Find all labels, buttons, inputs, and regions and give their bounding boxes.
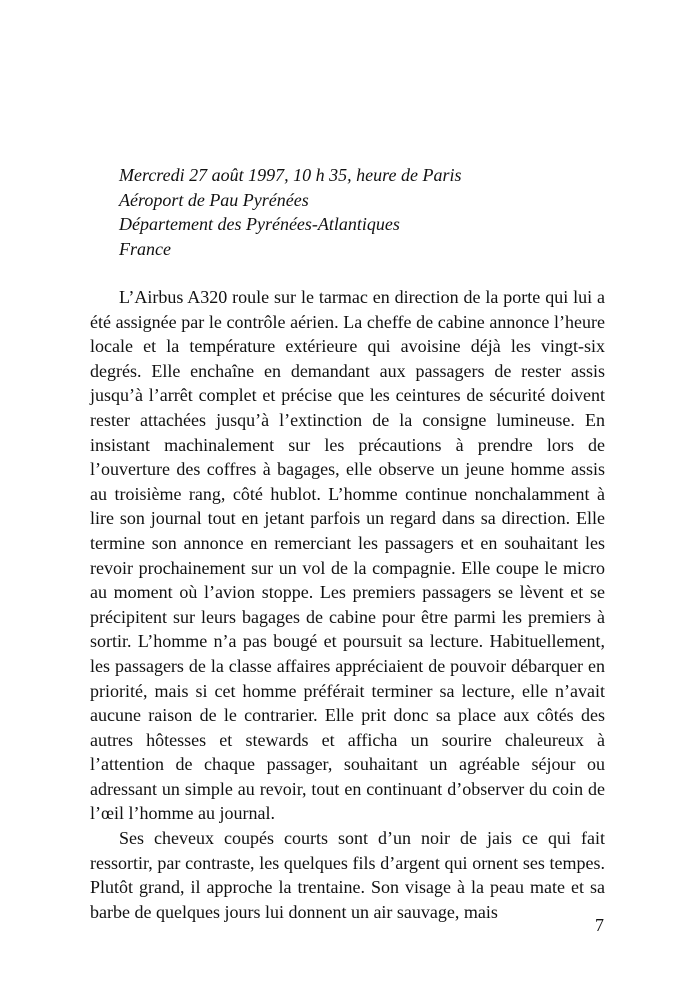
heading-date-line: Mercredi 27 août 1997, 10 h 35, heure de Paris — [119, 165, 462, 185]
heading-department-line: Département des Pyrénées-Atlantiques — [119, 214, 400, 234]
chapter-heading — [119, 163, 461, 261]
heading-airport-line: Aéroport de Pau Pyrénées — [119, 189, 309, 210]
page-number: 7 — [595, 915, 604, 935]
body-text — [90, 285, 605, 924]
paragraph: Ses cheveux coupés courts sont d’un noir de jais ce qui fait ressortir, par contraste, les quelques fils d’argent qui ornent ses tempes. Plutôt grand, il approche la trentaine. Son visage à la peau mate et sa barbe de quelques jours lui donnent un air sauvage, mais — [90, 828, 605, 922]
heading-country-line: France — [119, 238, 171, 259]
paragraph: L’Airbus A320 roule sur le tarmac en direction de la porte qui lui a été assignée par le contrôle aérien. La cheffe de cabine annonce l’heure locale et la température extérieure qui avoisine déjà les vingt-six degrés. Elle enchaîne en demandant aux passagers de rester assis jusqu’à l’arrêt complet et précise que les ceintures de sécurité doivent rester attachées jusqu’à l’extinction de la consigne lumineuse. En insistant machinalement sur les précautions à prendre lors de l’ouverture des coffres à bagages, elle observe un jeune homme assis au troisième rang, côté hublot. L’homme continue nonchalamment à lire son journal tout en jetant parfois un regard dans sa direction. Elle termine son annonce en remerciant les passagers et en souhaitant les revoir prochainement sur un vol de la compagnie. Elle coupe le micro au moment où l’avion stoppe. Les premiers passagers se lèvent et se précipitent sur leurs bagages de cabine pour être parmi les premiers à sortir. L’homme n’a pas bougé et poursuit sa lecture. Habituellement, les passagers de la classe affaires appréciaient de pouvoir débarquer en priorité, mais si cet homme préférait terminer sa lecture, elle n’avait aucune raison de le contrarier. Elle prit donc sa place aux côtés des autres hôtesses et stewards et afficha un sourire chaleureux à l’attention de chaque passager, souhaitant un agréable séjour ou adressant un simple au revoir, tout en continuant d’observer du coin de l’œil l’homme au journal. — [90, 287, 605, 824]
